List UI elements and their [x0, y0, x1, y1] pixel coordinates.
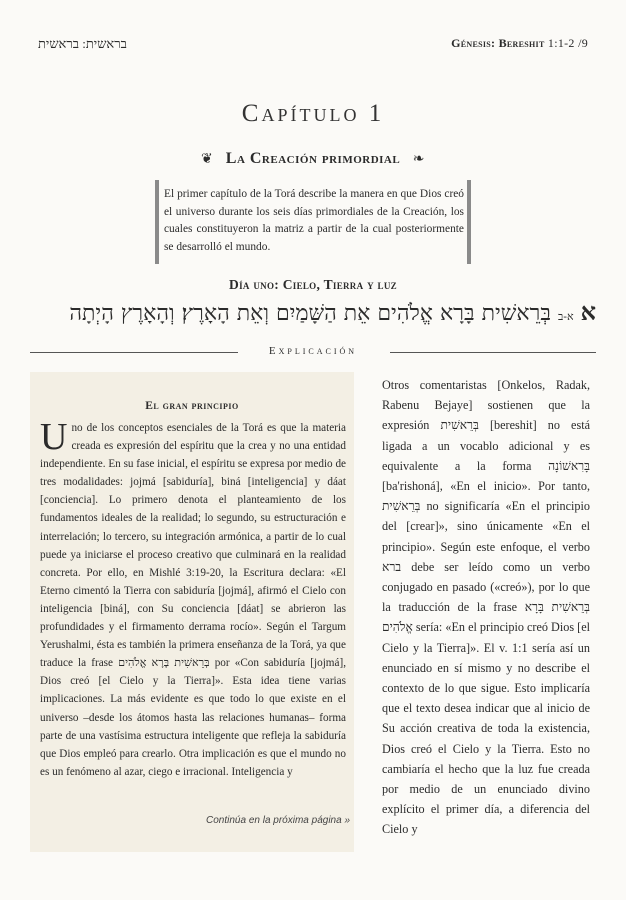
- chapter-intro: El primer capítulo de la Torá describe la manera en que Dios creó el universo durante los seis días primordiales de la Creación, los cuales constituyeron la matriz a partir de la cual posteriormente se desarrolló el mundo.: [164, 188, 464, 253]
- sidebar-body: [40, 416, 347, 781]
- dropcap: U: [40, 416, 68, 458]
- verse-text: בְּרֵאשִׁית בָּרָא אֱלֹהִים אֵת הַשָּׁמַיִם וְאֵת הָאָרֶץ׃ וְהָאָרֶץ הָיְתָה: [69, 301, 551, 326]
- page-number: /9: [578, 36, 588, 50]
- chapter-title: Capítulo 1: [241, 100, 385, 127]
- commentary-column: Otros comentaristas [Onkelos, Radak, Rabenu Bejaye] sostienen que la expresión בְּרֵאשִׁית [bereshit] no está ligada a un vocablo adicional y es equivalente a la forma בָּרִאשׁוֹנָה [ba'rishoná], «En el inicio». Por tanto, בְּרֵאשִׁית no significaría «En el principio del [crear]», sino únicamente «En el principio». Según este enfoque, el verbo ברא debe ser leído como un verbo conjugado en pasado («creó»), por lo que la traducción de la frase בְּרֵאשִׁית בָּרָא אֱלֹהִים sería: «En el principio creó Dios [el Cielo y la Tierra]». El v. 1:1 sería así un enunciado en sí mismo y no describe el contexto de lo que sigue. Esto implicaría que el texto desea indicar que al inicio de Su acción creativa de toda la existencia, Dios creó el Cielo y la Tierra. Esto no cambiaría el hecho que la luz fue creada por medio de un enunciado divino explícito el primer día, a diferencia del Cielo y: [382, 378, 590, 837]
- verse-letter: א: [580, 297, 596, 326]
- hebrew-verse: [40, 297, 596, 327]
- verse-reference: 1:1-2: [547, 36, 575, 50]
- day-title: Día uno: Cielo, Tierra y luz: [229, 277, 397, 292]
- section-title-text: La Creación primordial: [225, 150, 401, 167]
- running-header-hebrew: בראשית: בראשית: [38, 36, 127, 51]
- continue-note: Continúa en la próxima página »: [206, 815, 350, 826]
- sidebar-body-text: no de los conceptos esenciales de la Torá es que la materia creada es expresión del espíritu que la crea y no una entidad independiente. En su fase inicial, el espíritu se expresa por medio de tres modalidades: jojmá [sabiduría], biná [inteligencia] y dáat [conciencia]. Lo primero denota el planteamiento de los fundamentos ideales de la realidad; lo segundo, su estructuración e interrelación; lo tercero, su integración armónica, a partir de lo cual puede ya iniciarse el proceso creativo que culminará en la realidad concreta. Por ello, en Mishlé 3:19-20, la Escritura declara: «El Eterno cimentó la Tierra con sabiduría [jojmá], afirmó el Cielo con inteligencia [biná], con Su conciencia [dáat] se abrieron las profundidades y el firmamento derrama rocío». Según el Targum Yerushalmi, ésta es también la primera enseñanza de la Torá, ya que traduce la frase בְּרֵאשִׁית בָּרָא אֱלֹהִים por «Con sabiduría [jojmá], Dios creó [el Cielo y la Tierra]». Esta idea tiene varias implicaciones. La más evidente es que todo lo que existe en el universo –desde los átomos hasta las relaciones humanas– forma parte de una vastísima estructura inteligente que refleja la sabiduría que Dios empleó para crearlo. Otra implicación es que el mundo no es un fenómeno al azar, ciego e irracional. Inteligencia y: [40, 422, 347, 778]
- section-title: [0, 150, 626, 168]
- book-title: Génesis: Bereshit: [451, 36, 545, 50]
- ornament-right-icon: ❧: [412, 152, 425, 167]
- verse-range: א-ב: [557, 310, 574, 323]
- ornament-left-icon: ❦: [201, 152, 214, 167]
- explanation-label: Explicación: [0, 345, 626, 357]
- sidebar-title: El gran principio: [145, 400, 239, 412]
- running-header-book: [451, 36, 588, 51]
